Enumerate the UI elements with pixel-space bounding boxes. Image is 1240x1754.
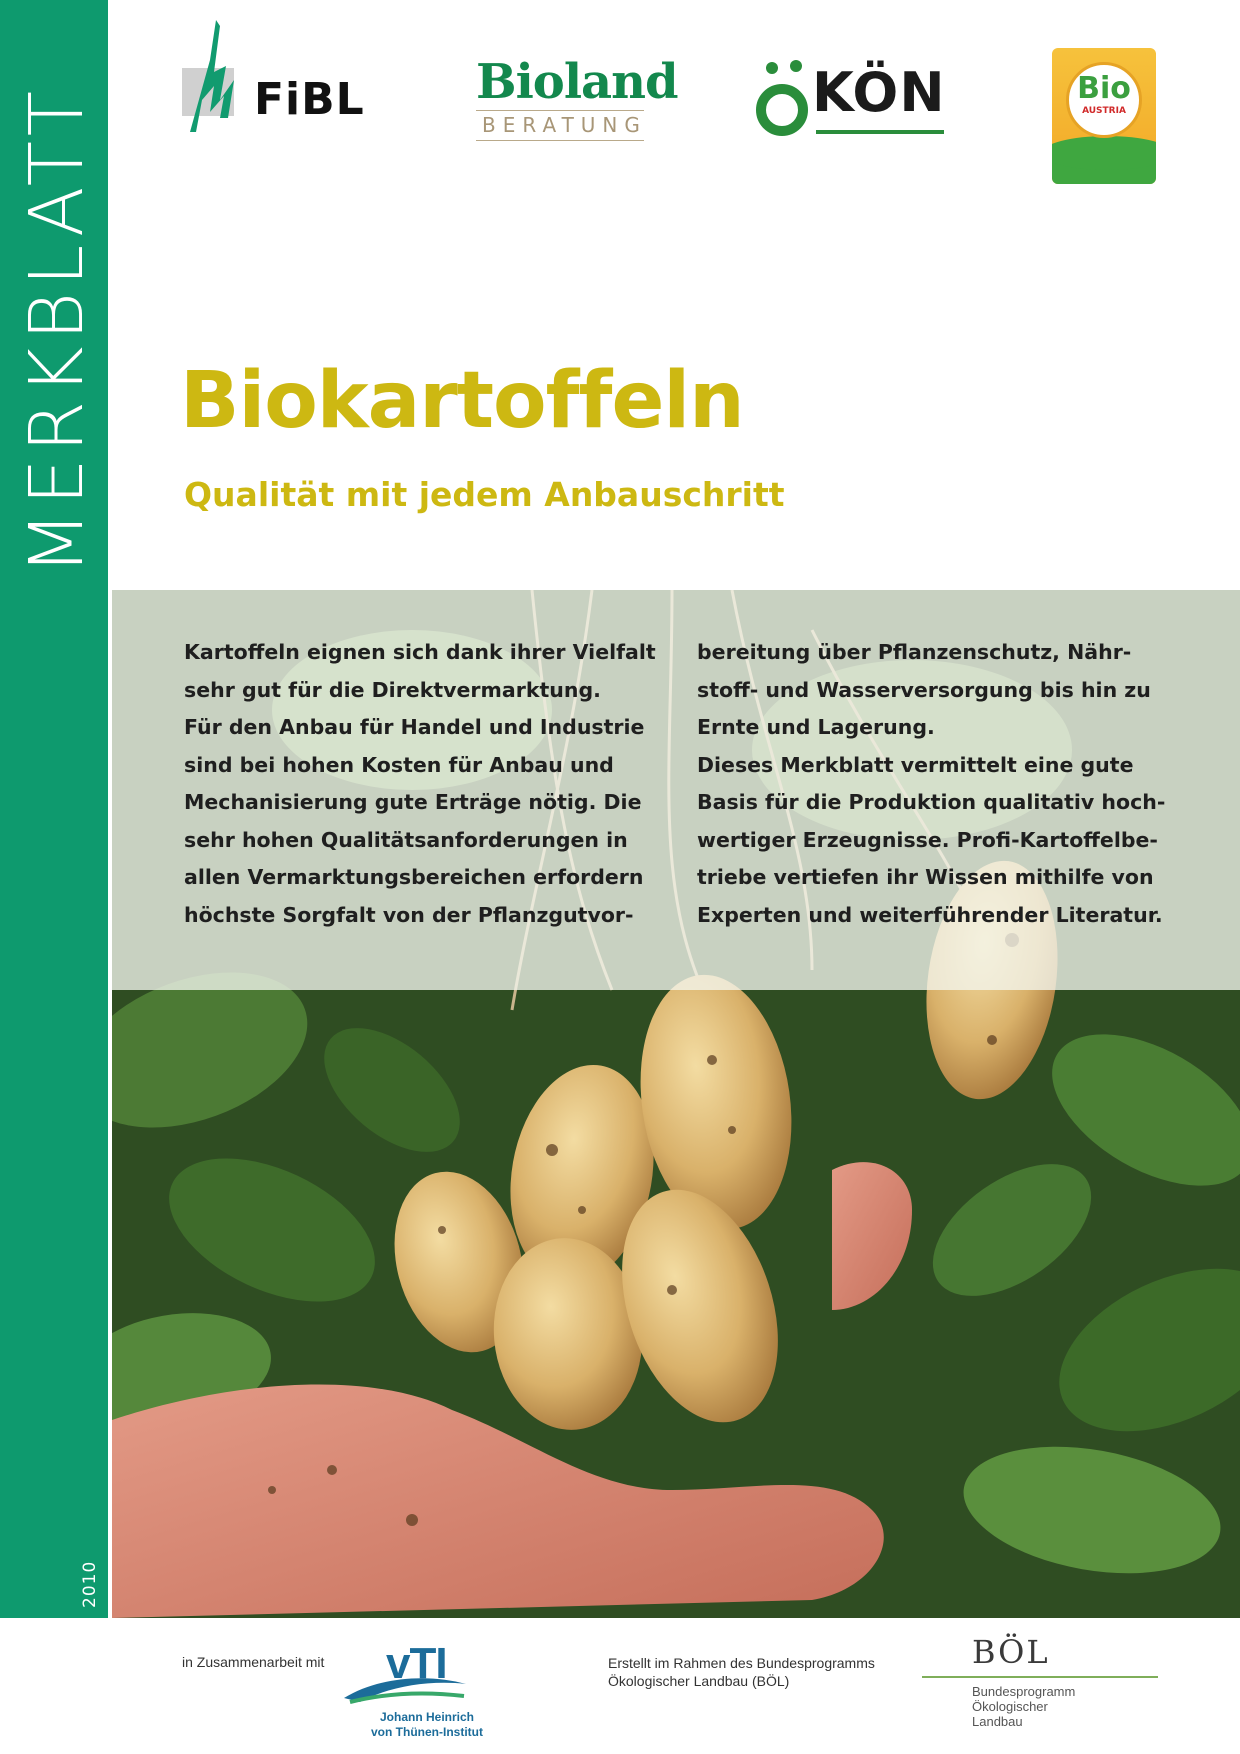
intro-line: allen Vermarktungsbereichen erfordern bbox=[184, 865, 644, 889]
bioaustria-austria-text: AUSTRIA bbox=[1082, 106, 1126, 116]
intro-line: stoff- und Wasserversorgung bis hin zu bbox=[697, 677, 1151, 702]
bioaustria-logo bbox=[1052, 48, 1156, 184]
intro-line: Experten und weiterführender Literatur. bbox=[697, 902, 1163, 927]
boel-subtitle bbox=[972, 1684, 1075, 1729]
programme-note bbox=[608, 1654, 875, 1690]
okoen-logo bbox=[756, 58, 946, 148]
intro-line: sehr hohen Qualitätsanforderungen in bbox=[184, 827, 628, 852]
boel-logo bbox=[920, 1633, 1160, 1752]
vti-wordmark: vTI bbox=[386, 1639, 447, 1688]
vti-subtitle bbox=[362, 1710, 492, 1740]
programme-note-line: Erstellt im Rahmen des Bundesprogramms bbox=[608, 1655, 875, 1671]
fibl-wordmark: FiBL bbox=[254, 74, 365, 125]
fibl-logo bbox=[180, 20, 370, 140]
merkblatt-label: MERKBLATT bbox=[14, 85, 100, 575]
bioaustria-bio-text: Bio bbox=[1077, 71, 1131, 106]
intro-line: Mechanisierung gute Erträge nötig. Die bbox=[184, 790, 642, 814]
intro-line: Kartoffeln eignen sich dank ihrer Vielfalt bbox=[184, 640, 656, 664]
intro-line: höchste Sorgfalt von der Pflanzgutvor- bbox=[184, 902, 634, 927]
page-subtitle: Qualität mit jedem Anbauschritt bbox=[184, 475, 785, 514]
intro-line: sehr gut für die Direktvermarktung. bbox=[184, 677, 601, 702]
intro-line: sind bei hohen Kosten für Anbau und bbox=[184, 752, 614, 777]
vti-subtitle-line: von Thünen-Institut bbox=[371, 1725, 483, 1739]
collaboration-note: in Zusammenarbeit mit bbox=[182, 1654, 325, 1670]
vti-logo bbox=[340, 1638, 500, 1750]
intro-line: triebe vertiefen ihr Wissen mithilfe von bbox=[697, 865, 1154, 889]
intro-column-right bbox=[697, 634, 1167, 934]
page-title: Biokartoffeln bbox=[180, 356, 744, 446]
intro-line: bereitung über Pflanzenschutz, Nähr- bbox=[697, 640, 1132, 664]
intro-overlay bbox=[112, 590, 1240, 990]
bioaustria-badge bbox=[1066, 62, 1142, 138]
fibl-mark-icon bbox=[180, 20, 260, 140]
potato-photo bbox=[112, 590, 1240, 1618]
intro-line: Dieses Merkblatt vermittelt eine gute bbox=[697, 752, 1134, 777]
intro-line: Basis für die Produktion qualitativ hoch- bbox=[697, 790, 1166, 814]
intro-column-left bbox=[184, 634, 654, 934]
intro-line: Ernte und Lagerung. bbox=[697, 715, 935, 739]
boel-subtitle-line: Landbau bbox=[972, 1714, 1023, 1729]
intro-line: Für den Anbau für Handel und Industrie bbox=[184, 715, 645, 739]
intro-line: wertiger Erzeugnisse. Profi-Kartoffelbe- bbox=[697, 827, 1158, 852]
bioaustria-field-icon bbox=[1052, 150, 1156, 184]
vti-subtitle-line: Johann Heinrich bbox=[379, 1710, 474, 1724]
bioland-logo bbox=[476, 54, 678, 158]
okoen-o-icon bbox=[756, 58, 816, 142]
boel-rule bbox=[922, 1676, 1158, 1678]
boel-subtitle-line: Bundesprogramm bbox=[972, 1684, 1076, 1699]
okoen-wordmark: KÖN bbox=[812, 61, 946, 124]
side-band bbox=[0, 0, 108, 1618]
boel-subtitle-line: Ökologischer bbox=[972, 1699, 1048, 1714]
boel-wordmark: BÖL bbox=[972, 1633, 1050, 1671]
year-label: 2010 bbox=[80, 1560, 100, 1608]
programme-note-line: Ökologischer Landbau (BÖL) bbox=[608, 1673, 790, 1689]
bioland-wordmark: Bioland bbox=[476, 54, 678, 110]
okoen-underline bbox=[816, 130, 944, 134]
bioland-subtitle: BERATUNG bbox=[476, 110, 644, 141]
